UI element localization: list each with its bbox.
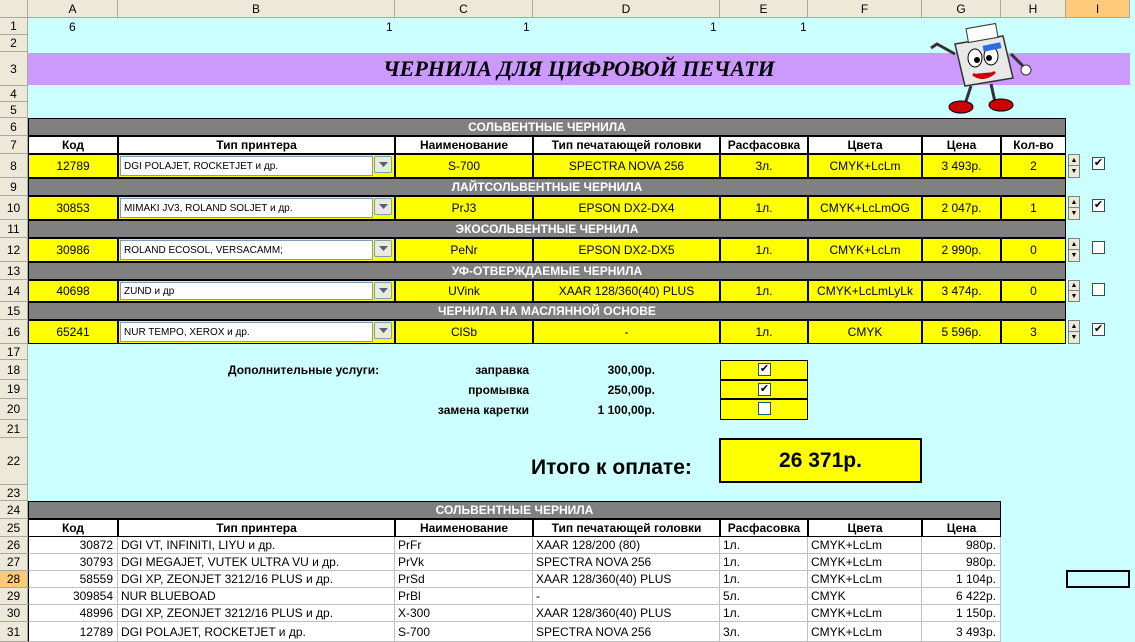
total-value: 26 371р. (719, 438, 922, 483)
row-header-26[interactable]: 26 (0, 537, 28, 554)
section-title: СОЛЬВЕНТНЫЕ ЧЕРНИЛА (28, 118, 1066, 136)
spin-up-icon[interactable]: ▲ (1069, 321, 1079, 332)
cell-c1[interactable]: 1 (523, 20, 530, 34)
bottom-cell[interactable]: SPECTRA NOVA 256 (533, 554, 720, 571)
top-name: ClSb (395, 320, 533, 344)
column-header-g[interactable]: G (922, 0, 1001, 18)
bottom-cell[interactable]: PrBl (395, 588, 533, 605)
top-qty: 0 (1001, 280, 1066, 302)
bottom-cell[interactable]: 1 104р. (922, 571, 1001, 588)
spin-down-icon[interactable]: ▼ (1070, 210, 1078, 217)
top-colors: CMYK+LcLm (808, 154, 922, 178)
spin-up-icon[interactable]: ▲ (1069, 197, 1079, 208)
row-header-20[interactable]: 20 (0, 399, 28, 420)
bottom-cell[interactable]: 1л. (720, 554, 808, 571)
quantity-spinner[interactable] (1068, 238, 1080, 262)
spin-down-icon[interactable]: ▼ (1070, 292, 1078, 300)
top-colors: CMYK (808, 320, 922, 344)
chevron-down-icon (379, 246, 388, 252)
top-qty: 0 (1001, 238, 1066, 262)
dropdown-button[interactable] (374, 240, 392, 257)
top-pack: 1л. (720, 320, 808, 344)
top-header-5: Цвета (808, 136, 922, 154)
top-price: 2 047р. (922, 196, 1001, 220)
cell-d1[interactable]: 1 (710, 20, 717, 34)
column-header-h[interactable]: H (1001, 0, 1066, 18)
spin-up-icon[interactable]: ▲ (1069, 155, 1079, 166)
top-pack: 3л. (720, 154, 808, 178)
bottom-cell[interactable]: 309854 (28, 588, 118, 605)
bottom-header-3: Тип печатающей головки (533, 519, 720, 537)
spin-up-icon[interactable]: ▲ (1070, 282, 1078, 289)
bottom-cell[interactable]: DGI XP, ZEONJET 3212/16 PLUS и др. (118, 571, 395, 588)
bottom-header-0: Код (28, 519, 118, 537)
top-name: UVink (395, 280, 533, 302)
services-label: Дополнительные услуги: (228, 363, 380, 377)
row-header-9[interactable]: 9 (0, 178, 28, 196)
chevron-down-icon (379, 162, 388, 168)
top-price: 2 990р. (922, 238, 1001, 262)
column-header-e[interactable]: E (720, 0, 808, 18)
row-header-22[interactable]: 22 (0, 438, 28, 485)
service-checkbox[interactable] (758, 402, 771, 415)
section-title: УФ-ОТВЕРЖДАЕМЫЕ ЧЕРНИЛА (28, 262, 1066, 280)
top-header-7: Кол-во (1001, 136, 1066, 154)
row-header-3[interactable]: 3 (0, 52, 28, 86)
bottom-section-title: СОЛЬВЕНТНЫЕ ЧЕРНИЛА (28, 501, 1001, 519)
cell-e1[interactable]: 1 (800, 20, 807, 34)
service-price: 300,00р. (607, 363, 655, 377)
bottom-cell[interactable]: CMYK+LcLm (808, 622, 922, 642)
section-title: ЭКОСОЛЬВЕНТНЫЕ ЧЕРНИЛА (28, 220, 1066, 238)
row-header-24[interactable]: 24 (0, 501, 28, 519)
bottom-cell[interactable]: 12789 (28, 622, 118, 642)
chevron-down-icon (379, 288, 388, 294)
spin-down-icon[interactable]: ▼ (1070, 252, 1078, 259)
bottom-cell[interactable]: XAAR 128/360(40) PLUS (533, 605, 720, 622)
row-header-1[interactable]: 1 (0, 18, 28, 35)
bottom-cell[interactable]: 30793 (28, 554, 118, 571)
top-header-4: Расфасовка (720, 136, 808, 154)
bottom-cell[interactable]: 3л. (720, 622, 808, 642)
top-head: SPECTRA NOVA 256 (533, 154, 720, 178)
column-header-i[interactable]: I (1066, 0, 1130, 18)
bottom-cell[interactable]: 1л. (720, 605, 808, 622)
printer-dropdown[interactable]: ROLAND ECOSOL, VERSACAMM; (120, 240, 373, 260)
row-header-13[interactable]: 13 (0, 262, 28, 280)
include-checkbox[interactable]: ✔ (1093, 199, 1104, 211)
row-header-15[interactable]: 15 (0, 302, 28, 320)
bottom-cell[interactable]: SPECTRA NOVA 256 (533, 622, 720, 642)
bottom-header-4: Расфасовка (720, 519, 808, 537)
bottom-cell[interactable]: 1 150р. (922, 605, 1001, 622)
column-header-c[interactable]: C (395, 0, 533, 18)
top-code: 12789 (28, 154, 118, 178)
bottom-cell[interactable]: 48996 (28, 605, 118, 622)
bottom-cell[interactable]: DGI MEGAJET, VUTEK ULTRA VU и др. (118, 554, 395, 571)
row-header-6[interactable]: 6 (0, 118, 28, 136)
top-price: 3 474р. (922, 280, 1001, 302)
row-header-28[interactable]: 28 (0, 571, 28, 588)
bottom-cell[interactable]: 58559 (28, 571, 118, 588)
bottom-cell[interactable]: 1л. (720, 571, 808, 588)
row-header-19[interactable]: 19 (0, 380, 28, 399)
bottom-cell[interactable]: - (533, 588, 720, 605)
spin-up-icon[interactable]: ▲ (1069, 239, 1079, 250)
row-header-30[interactable]: 30 (0, 605, 28, 622)
top-qty: 1 (1001, 196, 1066, 220)
bottom-cell[interactable]: CMYK+LcLm (808, 537, 922, 554)
bottom-cell[interactable]: XAAR 128/360(40) PLUS (533, 571, 720, 588)
row-header-29[interactable]: 29 (0, 588, 28, 605)
service-price: 1 100,00р. (597, 402, 655, 417)
row-header-5[interactable]: 5 (0, 102, 28, 118)
bottom-header-6: Цена (922, 519, 1001, 537)
top-colors: CMYK+LcLm (808, 238, 922, 262)
top-head: XAAR 128/360(40) PLUS (533, 280, 720, 302)
top-head: - (533, 320, 720, 344)
quantity-spinner[interactable] (1068, 320, 1080, 344)
bottom-cell[interactable]: XAAR 128/200 (80) (533, 537, 720, 554)
bottom-cell[interactable]: DGI POLAJET, ROCKETJET и др. (118, 622, 395, 642)
top-colors: CMYK+LcLmOG (808, 196, 922, 220)
printer-dropdown[interactable]: NUR TEMPO, XEROX и др. (120, 322, 373, 342)
top-code: 40698 (28, 280, 118, 302)
row-header-4[interactable]: 4 (0, 86, 28, 102)
column-header-f[interactable]: F (808, 0, 922, 18)
row-header-31[interactable]: 31 (0, 622, 28, 642)
printer-dropdown[interactable]: MIMAKI JV3, ROLAND SOLJET и др. (120, 198, 373, 218)
bottom-cell[interactable]: 3 493р. (922, 622, 1001, 642)
printer-dropdown[interactable]: ZUND и др (120, 282, 373, 300)
chevron-down-icon (379, 204, 388, 210)
row-header-10[interactable]: 10 (0, 196, 28, 220)
bottom-cell[interactable]: 6 422р. (922, 588, 1001, 605)
service-name: промывка (468, 382, 529, 397)
page-title: ЧЕРНИЛА ДЛЯ ЦИФРОВОЙ ПЕЧАТИ (28, 53, 1130, 85)
column-header-d[interactable]: D (533, 0, 720, 18)
printer-mascot-icon (925, 14, 1035, 116)
row-header-2[interactable]: 2 (0, 35, 28, 52)
bottom-cell[interactable]: DGI XP, ZEONJET 3212/16 PLUS и др. (118, 605, 395, 622)
top-qty: 3 (1001, 320, 1066, 344)
dropdown-button[interactable] (374, 282, 392, 299)
select-all-corner[interactable] (0, 0, 28, 18)
bottom-cell[interactable]: NUR BLUEBOAD (118, 588, 395, 605)
top-code: 30986 (28, 238, 118, 262)
service-checkbox[interactable]: ✔ (759, 363, 770, 375)
spin-down-icon[interactable]: ▼ (1070, 168, 1078, 175)
quantity-spinner[interactable] (1068, 196, 1080, 220)
bottom-cell[interactable]: CMYK+LcLm (808, 571, 922, 588)
quantity-spinner[interactable] (1068, 280, 1080, 302)
dropdown-button[interactable] (374, 156, 392, 173)
top-name: S-700 (395, 154, 533, 178)
row-header-25[interactable]: 25 (0, 519, 28, 537)
top-price: 5 596р. (922, 320, 1001, 344)
row-header-17[interactable]: 17 (0, 344, 28, 360)
top-head: EPSON DX2-DX5 (533, 238, 720, 262)
include-checkbox[interactable] (1092, 283, 1105, 296)
row-header-23[interactable]: 23 (0, 485, 28, 501)
row-header-12[interactable]: 12 (0, 238, 28, 262)
cell-b1[interactable]: 1 (386, 20, 393, 34)
row-header-21[interactable]: 21 (0, 420, 28, 438)
bottom-cell[interactable]: 980р. (922, 554, 1001, 571)
top-header-0: Код (28, 136, 118, 154)
bottom-cell[interactable]: 5л. (720, 588, 808, 605)
service-checkbox[interactable]: ✔ (759, 383, 770, 395)
bottom-header-5: Цвета (808, 519, 922, 537)
top-qty: 2 (1001, 154, 1066, 178)
top-code: 30853 (28, 196, 118, 220)
bottom-cell[interactable]: CMYK+LcLm (808, 605, 922, 622)
column-header-b[interactable]: B (118, 0, 395, 18)
bottom-cell[interactable]: 980р. (922, 537, 1001, 554)
top-code: 65241 (28, 320, 118, 344)
include-checkbox[interactable] (1092, 241, 1105, 254)
top-price: 3 493р. (922, 154, 1001, 178)
active-cell-i28[interactable] (1066, 570, 1130, 588)
row-header-16[interactable]: 16 (0, 320, 28, 344)
row-header-27[interactable]: 27 (0, 554, 28, 571)
bottom-cell[interactable]: PrVk (395, 554, 533, 571)
chevron-down-icon (379, 328, 388, 334)
service-price: 250,00р. (607, 382, 655, 397)
row-header-11[interactable]: 11 (0, 220, 28, 238)
bottom-cell[interactable]: PrSd (395, 571, 533, 588)
service-name: замена каретки (437, 402, 529, 417)
section-title: ЛАЙТСОЛЬВЕНТНЫЕ ЧЕРНИЛА (28, 178, 1066, 196)
section-title: ЧЕРНИЛА НА МАСЛЯННОЙ ОСНОВЕ (28, 302, 1066, 320)
top-header-1: Тип принтера (118, 136, 395, 154)
top-pack: 1л. (720, 280, 808, 302)
printer-dropdown[interactable]: DGI POLAJET, ROCKETJET и др. (120, 156, 373, 176)
spin-down-icon[interactable]: ▼ (1070, 334, 1078, 341)
row-header-8[interactable]: 8 (0, 154, 28, 178)
row-header-14[interactable]: 14 (0, 280, 28, 302)
top-pack: 1л. (720, 196, 808, 220)
bottom-cell[interactable]: CMYK (808, 588, 922, 605)
bottom-cell[interactable]: CMYK+LcLm (808, 554, 922, 571)
top-pack: 1л. (720, 238, 808, 262)
cell-a1[interactable]: 6 (69, 20, 76, 34)
top-header-6: Цена (922, 136, 1001, 154)
dropdown-button[interactable] (374, 322, 392, 339)
top-colors: CMYK+LcLmLyLk (808, 280, 922, 302)
bottom-cell[interactable]: DGI VT, INFINITI, LIYU и др. (118, 537, 395, 554)
bottom-cell[interactable]: 30872 (28, 537, 118, 554)
bottom-header-2: Наименование (395, 519, 533, 537)
bottom-cell[interactable]: S-700 (395, 622, 533, 642)
top-name: PrJ3 (395, 196, 533, 220)
column-header-a[interactable]: A (28, 0, 118, 18)
service-name: заправка (475, 363, 529, 377)
top-head: EPSON DX2-DX4 (533, 196, 720, 220)
include-checkbox[interactable]: ✔ (1093, 157, 1104, 169)
top-name: PeNr (395, 238, 533, 262)
row-header-18[interactable]: 18 (0, 360, 28, 380)
include-checkbox[interactable]: ✔ (1093, 323, 1104, 335)
dropdown-button[interactable] (374, 198, 392, 215)
top-header-2: Наименование (395, 136, 533, 154)
top-header-3: Тип печатающей головки (533, 136, 720, 154)
quantity-spinner[interactable] (1068, 154, 1080, 178)
bottom-cell[interactable]: X-300 (395, 605, 533, 622)
bottom-header-1: Тип принтера (118, 519, 395, 537)
bottom-cell[interactable]: 1л. (720, 537, 808, 554)
total-label: Итого к оплате: (531, 456, 692, 479)
bottom-cell[interactable]: PrFr (395, 537, 533, 554)
row-header-7[interactable]: 7 (0, 136, 28, 154)
